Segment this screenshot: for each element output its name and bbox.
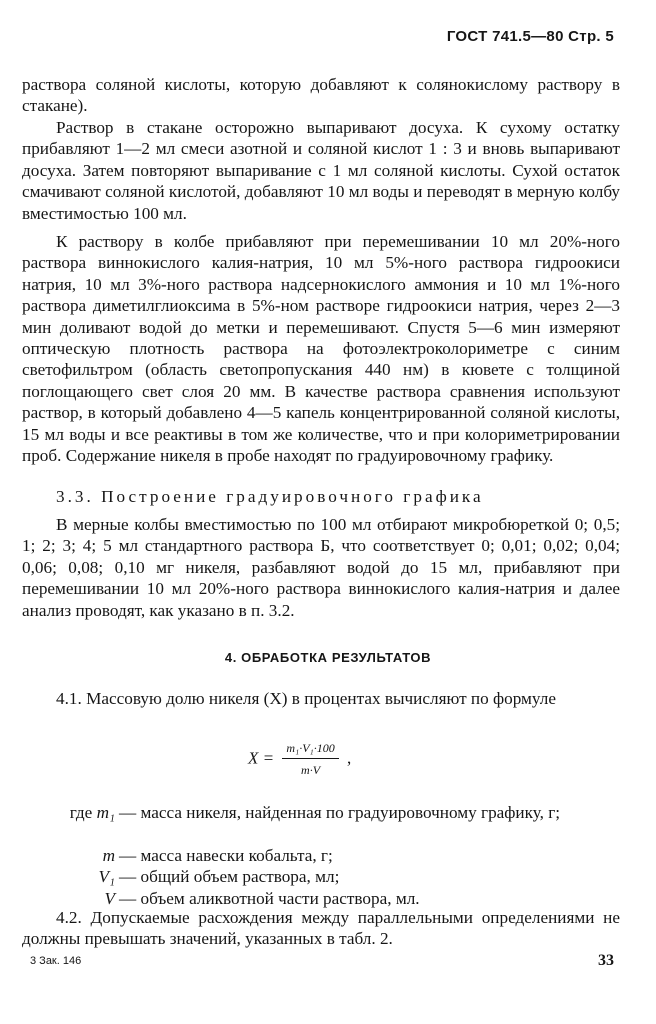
- definition-text: — масса навески кобальта, г;: [119, 845, 333, 865]
- symbol-definitions: [22, 802, 622, 909]
- definition-symbol: m: [102, 845, 115, 865]
- page-header: ГОСТ 741.5—80 Стр. 5: [446, 28, 614, 45]
- definition-row: [22, 845, 622, 867]
- section-4-heading: 4. ОБРАБОТКА РЕЗУЛЬТАТОВ: [224, 650, 432, 665]
- paragraph-calibration: В мерные колбы вместимостью по 100 мл отбирают микробюреткой 0; 0,5; 1; 2; 3; 4; 5 мл стандартного раствора Б, что соответствует 0; 0,01; 0,02; 0,04; 0,06; 0,08; 0,10 мг никеля, разбавляют водой до 15 мл, прибавляют при перемешивании 10 мл 20%-ного раствора виннокислого калия-натрия и далее анализ проводят, как указано в п. 3.2.: [22, 515, 620, 620]
- formula-numerator: m₁·V₁·100: [282, 741, 338, 759]
- formula-fraction: [282, 741, 338, 778]
- definition-text: — общий объем раствора, мл;: [119, 867, 340, 887]
- section-3-3-heading: 3.3. Построение градуировочного графика: [56, 487, 484, 506]
- paragraph-tolerance: 4.2. Допускаемые расхождения между параллельными определениями не должны превышать значений, указанных в табл. 2.: [22, 908, 620, 949]
- formula-tail: ,: [346, 748, 352, 768]
- paragraph-evaporation: Раствор в стакане осторожно выпаривают досуха. К сухому остатку прибавляют 1—2 мл смеси азотной и соляной кислот 1 : 3 и вновь выпаривают досуха. Затем повторяют выпаривание с 1 мл соляной кислоты. Сухой остаток смачивают соляной кислотой, добавляют 10 мл воды и переводят в мерную колбу вместимостью 100 мл.: [22, 118, 620, 223]
- footer-order-note: 3 Зак. 146: [30, 955, 82, 967]
- nickel-formula: [248, 741, 351, 778]
- formula-denominator: m·V: [301, 763, 321, 777]
- page-number: 33: [598, 952, 614, 969]
- definition-prefix: где: [69, 803, 97, 822]
- formula-lhs: X =: [248, 748, 275, 768]
- paragraph-measurement: К раствору в колбе прибавляют при перемешивании 10 мл 20%-ного раствора виннокислого калия-натрия, 10 мл 5%-ного раствора гидроокиси натрия, 10 мл 3%-ного раствора надсернокислого аммония и 10 мл 1%-ного раствора диметилглиоксима в 5%-ном растворе гидроокиси натрия, через 2—3 мин доливают водой до метки и перемешивают. Спустя 5—6 мин измеряют оптическую плотность раствора на фотоэлектроколориметре с синим светофильтром (область светопропускания 440 нм) в кювете с толщиной поглощающего свет слоя 20 мм. В качестве раствора сравнения используют раствор, в который добавлено 4—5 капель концентрированной соляной кислоты, 15 мл воды и все реактивы в том же количестве, что и при колориметрировании проб. Содержание никеля в пробе находят по градуировочному графику.: [22, 232, 620, 466]
- definition-row: [22, 802, 622, 824]
- definition-symbol: V: [104, 888, 115, 908]
- definition-symbol: m₁: [96, 803, 115, 822]
- definition-text: — масса никеля, найденная по градуировочному графику, г;: [119, 803, 561, 822]
- definition-row: [22, 866, 622, 888]
- definition-text: — объем аликвотной части раствора, мл.: [119, 888, 420, 908]
- paragraph-continuation: раствора соляной кислоты, которую добавляют к солянокислому раствору в стакане).: [22, 75, 620, 116]
- definition-symbol: V₁: [98, 867, 115, 887]
- paragraph-formula-intro: 4.1. Массовую долю никеля (X) в процентах вычисляют по формуле: [56, 689, 556, 708]
